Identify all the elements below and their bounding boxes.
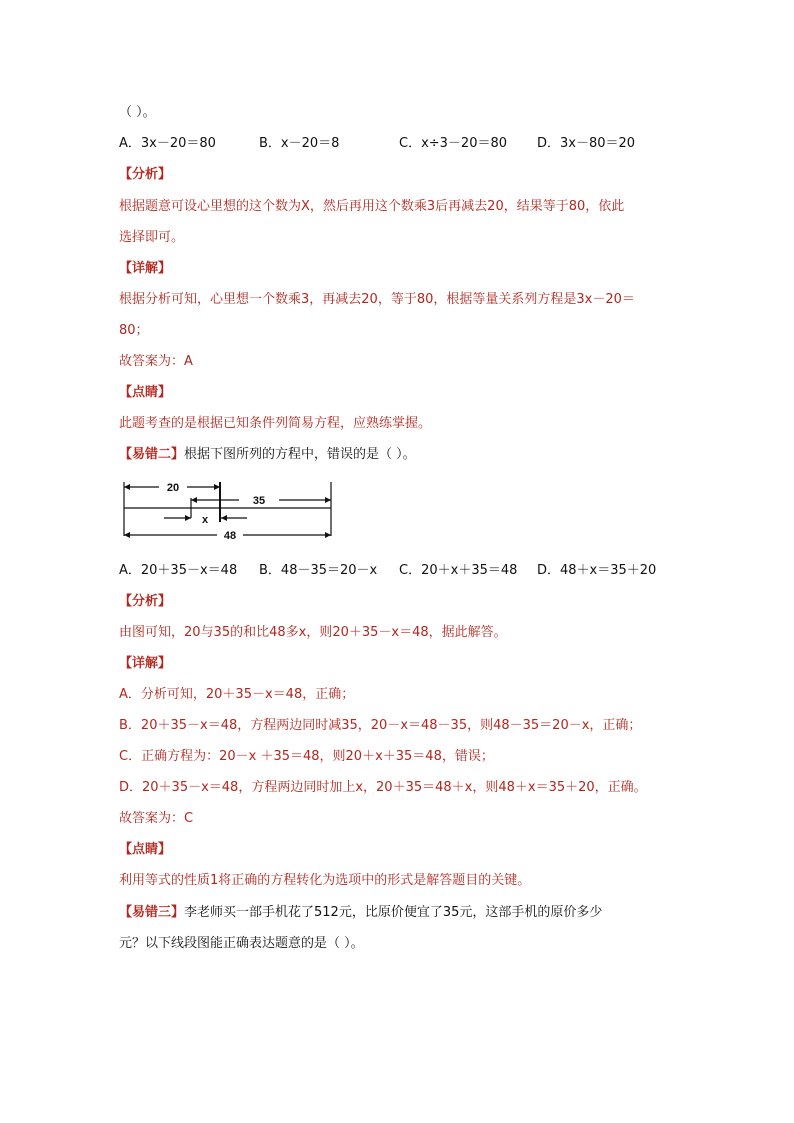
- s2-detail-a: A．分析可知，20＋35－x＝48，正确；: [119, 687, 355, 702]
- s2-detail-c: C．正确方程为：20－x ＋35＝48，则20＋x＋35＝48，错误；: [119, 749, 494, 764]
- arrowhead: [191, 497, 197, 503]
- arrowhead: [325, 532, 331, 538]
- s1-dianjing-label: 【点睛】: [119, 385, 172, 400]
- q1-paren: （ ）。: [119, 105, 156, 120]
- q3-stem-text1: 李老师买一部手机花了512元，比原价便宜了35元，这部手机的原价多少: [184, 905, 603, 920]
- s1-fenxi-line1: 根据题意可设心里想的这个数为X，然后再用这个数乘3后再减去20，结果等于80，依此: [119, 199, 625, 214]
- s2-dianjing-label: 【点睛】: [119, 842, 172, 857]
- q2-option-a: A．20＋35－x＝48: [119, 563, 238, 578]
- q3-tag: 【易错三】: [119, 905, 185, 920]
- label-48: 48: [223, 530, 237, 542]
- arrowhead: [185, 515, 191, 521]
- q2-stem-text: 根据下图所列的方程中，错误的是（ ）。: [184, 447, 416, 462]
- q1-options: [119, 135, 635, 153]
- s1-xiangjie-line1: 根据分析可知，心里想一个数乘3，再减去20，等于80，根据等量关系列方程是3x－20＝: [119, 292, 635, 307]
- q2-option-d: D．48＋x＝35＋20: [537, 563, 657, 578]
- s2-detail-d: D．20＋35－x＝48，方程两边同时加上x，20＋35＝48＋x，则48＋x＝35＋20，正确。: [119, 780, 647, 795]
- q2-option-b: B．48－35＝20－x: [259, 563, 378, 578]
- arrowhead: [124, 484, 130, 490]
- q2-tag: 【易错二】: [119, 447, 185, 462]
- line-segment-diagram: [119, 478, 339, 546]
- s2-dianjing: 利用等式的性质1将正确的方程转化为选项中的形式是解答题目的关键。: [119, 873, 531, 888]
- s1-fenxi-line2: 选择即可。: [119, 230, 185, 245]
- label-35: 35: [252, 495, 266, 507]
- s1-answer: 故答案为：A: [119, 354, 193, 369]
- arrowhead: [325, 497, 331, 503]
- q1-option-b: B．x－20＝8: [259, 136, 340, 151]
- label-x: x: [201, 514, 209, 526]
- arrowhead: [124, 532, 130, 538]
- q2-options: [119, 562, 656, 580]
- arrowhead: [221, 515, 227, 521]
- q1-option-d: D．3x－80＝20: [537, 136, 636, 151]
- q3-stem-line2: 元？以下线段图能正确表达题意的是（ ）。: [119, 936, 364, 951]
- s1-xiangjie-label: 【详解】: [119, 261, 172, 276]
- q2-option-c: C．20＋x＋35＝48: [399, 563, 518, 578]
- s2-fenxi: 由图可知，20与35的和比48多x，则20＋35－x＝48，据此解答。: [119, 625, 507, 640]
- s2-fenxi-label: 【分析】: [119, 594, 172, 609]
- s1-dianjing: 此题考查的是根据已知条件列简易方程，应熟练掌握。: [119, 416, 432, 431]
- q1-option-a: A．3x－20＝80: [119, 136, 216, 151]
- s2-xiangjie-label: 【详解】: [119, 656, 172, 671]
- label-20: 20: [166, 482, 180, 494]
- s2-answer: 故答案为：C: [119, 811, 194, 826]
- q3-stem-line1: [119, 904, 602, 922]
- s1-xiangjie-line2: 80；: [119, 323, 149, 338]
- s2-detail-b: B．20＋35－x＝48，方程两边同时减35，20－x＝48－35，则48－35＝20－x，正确；: [119, 718, 642, 733]
- q2-stem: [119, 446, 416, 464]
- s1-fenxi-label: 【分析】: [119, 167, 172, 182]
- q1-option-c: C．x÷3－20＝80: [399, 136, 508, 151]
